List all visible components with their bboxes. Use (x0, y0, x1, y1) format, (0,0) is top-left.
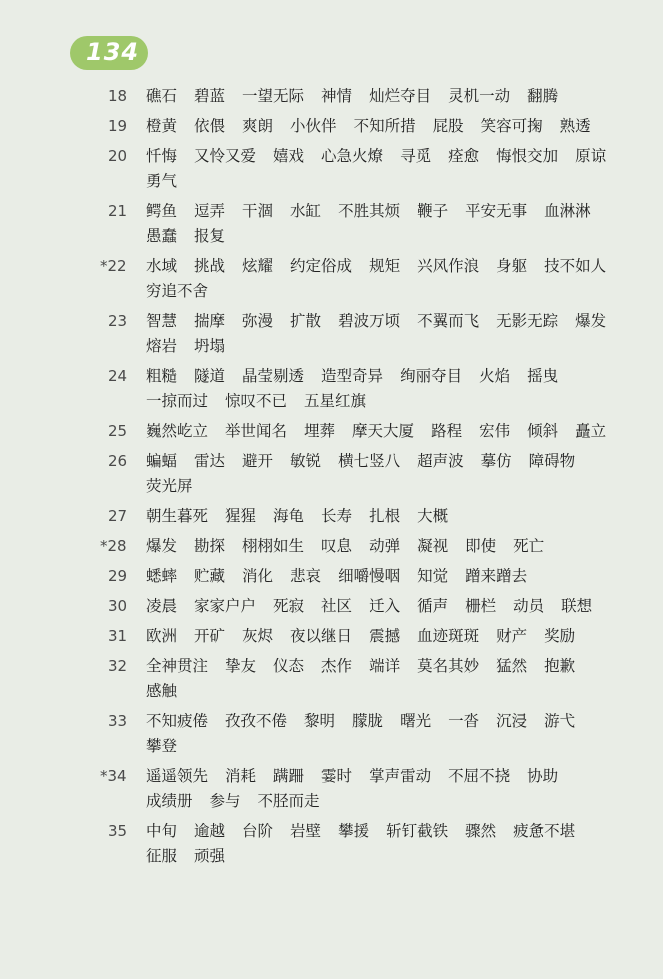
vocab-word: 挚友 (225, 657, 257, 675)
lesson-entry (108, 504, 638, 529)
vocab-word: 炫耀 (242, 257, 274, 275)
vocab-word: 扎根 (369, 507, 401, 525)
vocab-word: 不知所措 (353, 117, 416, 135)
vocab-word: 动员 (513, 597, 545, 615)
lesson-words (146, 564, 638, 589)
vocab-word: 一沓 (448, 712, 480, 730)
lesson-words (146, 709, 638, 759)
lesson-words (146, 364, 638, 414)
lesson-words (146, 199, 638, 249)
lesson-entry (108, 84, 638, 109)
vocab-word: 逾越 (194, 822, 226, 840)
vocab-word: 荧光屏 (146, 477, 193, 495)
vocab-word: 熔岩 (146, 337, 178, 355)
vocab-word: 开矿 (194, 627, 226, 645)
vocab-word: 隧道 (194, 367, 226, 385)
vocab-word: 长寿 (321, 507, 353, 525)
vocab-word: 敏锐 (290, 452, 322, 470)
lesson-entry (108, 449, 638, 499)
lesson-entry (108, 624, 638, 649)
vocab-word: 掌声雷动 (369, 767, 432, 785)
vocab-word: 联想 (561, 597, 593, 615)
vocab-word: 悔恨交加 (496, 147, 559, 165)
vocab-word: 忏悔 (146, 147, 178, 165)
vocab-word: 震撼 (369, 627, 401, 645)
vocab-word: 爆发 (575, 312, 607, 330)
vocab-word: 翻腾 (527, 87, 559, 105)
vocab-word: 夜以继日 (290, 627, 353, 645)
vocab-word: 造型奇异 (321, 367, 384, 385)
vocab-word: 绚丽夺目 (400, 367, 463, 385)
vocab-word: 即使 (465, 537, 497, 555)
vocab-word: 火焰 (479, 367, 511, 385)
lesson-number: 27 (108, 507, 128, 525)
vocab-word: 身躯 (496, 257, 528, 275)
vocab-word: 游弋 (544, 712, 576, 730)
vocab-word: 粗糙 (146, 367, 178, 385)
vocab-word: 不知疲倦 (146, 712, 209, 730)
vocab-word: 栩栩如生 (242, 537, 305, 555)
lesson-number: 33 (108, 712, 128, 730)
vocab-word: 痊愈 (448, 147, 480, 165)
vocab-word: 杰作 (321, 657, 353, 675)
lesson-number: 21 (108, 202, 128, 220)
vocab-word: 遥遥领先 (146, 767, 209, 785)
vocab-word: 攀援 (338, 822, 370, 840)
vocab-word: 凝视 (417, 537, 449, 555)
vocab-word: 依偎 (194, 117, 226, 135)
lesson-number: 26 (108, 452, 128, 470)
vocab-word: 端详 (369, 657, 401, 675)
lesson-words (146, 449, 638, 499)
lesson-entry (108, 419, 638, 444)
vocab-word: 知觉 (417, 567, 449, 585)
lesson-entry (108, 594, 638, 619)
vocab-word: 抱歉 (544, 657, 576, 675)
lesson-entry (108, 819, 638, 869)
lesson-entry (100, 534, 638, 559)
vocab-word: 攀登 (146, 737, 178, 755)
vocab-word: 平安无事 (465, 202, 528, 220)
vocab-word: 朦胧 (352, 712, 384, 730)
lesson-words (146, 624, 638, 649)
vocab-word: 猛然 (496, 657, 528, 675)
vocab-word: 雷达 (194, 452, 226, 470)
lesson-entry (108, 309, 638, 359)
vocab-word: 不翼而飞 (417, 312, 480, 330)
vocab-word: 叹息 (321, 537, 353, 555)
vocab-word: 愚蠢 (146, 227, 178, 245)
vocab-word: 又怜又爱 (194, 147, 257, 165)
vocab-word: 心急火燎 (321, 147, 384, 165)
vocab-word: 灿烂夺目 (369, 87, 432, 105)
vocab-word: 岩壁 (290, 822, 322, 840)
vocab-word: 爆发 (146, 537, 178, 555)
vocab-word: 干涸 (242, 202, 274, 220)
vocab-word: 避开 (242, 452, 274, 470)
vocab-word: 矗立 (575, 422, 607, 440)
lesson-words (146, 114, 638, 139)
lesson-entry (108, 199, 638, 249)
vocab-word: 熟透 (559, 117, 591, 135)
vocab-word: 大概 (417, 507, 449, 525)
vocab-word: 倾斜 (527, 422, 559, 440)
vocab-word: 仪态 (273, 657, 305, 675)
vocab-word: 揣摩 (194, 312, 226, 330)
lesson-number: 30 (108, 597, 128, 615)
lesson-entry (108, 144, 638, 194)
lesson-number: *34 (100, 767, 127, 785)
vocab-word: 横七竖八 (338, 452, 401, 470)
vocab-word: 血迹斑斑 (417, 627, 480, 645)
vocab-word: 细嚼慢咽 (338, 567, 401, 585)
vocab-word: 原谅 (575, 147, 607, 165)
vocab-word: 征服 (146, 847, 178, 865)
vocab-word: 不屈不挠 (448, 767, 511, 785)
vocab-word: 不胫而走 (257, 792, 320, 810)
vocab-word: 全神贯注 (146, 657, 209, 675)
lesson-number: 31 (108, 627, 128, 645)
vocab-word: 挑战 (194, 257, 226, 275)
vocab-word: 碧波万顷 (338, 312, 401, 330)
vocab-word: 疲惫不堪 (513, 822, 576, 840)
lesson-number: 20 (108, 147, 128, 165)
lesson-entry (108, 709, 638, 759)
vocab-word: 协助 (527, 767, 559, 785)
vocab-word: 一掠而过 (146, 392, 209, 410)
vocab-word: 猩猩 (225, 507, 257, 525)
vocab-word: 技不如人 (544, 257, 607, 275)
vocab-word: 顽强 (194, 847, 226, 865)
vocab-word: 死亡 (513, 537, 545, 555)
vocab-word: 动弹 (369, 537, 401, 555)
vocab-word: 蝙蝠 (146, 452, 178, 470)
vocab-word: 智慧 (146, 312, 178, 330)
vocab-word: 沉浸 (496, 712, 528, 730)
vocab-word: 水缸 (290, 202, 322, 220)
vocab-word: 消化 (242, 567, 274, 585)
vocab-word: 家家户户 (194, 597, 257, 615)
vocab-word: 五星红旗 (304, 392, 367, 410)
lesson-number: *28 (100, 537, 127, 555)
vocab-word: 悲哀 (290, 567, 322, 585)
vocab-word: 弥漫 (242, 312, 274, 330)
lesson-words (146, 419, 638, 444)
lesson-number: 18 (108, 87, 128, 105)
vocab-word: 笑容可掬 (480, 117, 543, 135)
vocab-word: 贮藏 (194, 567, 226, 585)
vocab-word: 欧洲 (146, 627, 178, 645)
vocab-word: 嬉戏 (273, 147, 305, 165)
vocab-word: 循声 (417, 597, 449, 615)
lesson-entry (108, 564, 638, 589)
lesson-words (146, 309, 638, 359)
vocab-word: 路程 (431, 422, 463, 440)
vocab-word: 巍然屹立 (146, 422, 209, 440)
vocab-word: 举世闻名 (225, 422, 288, 440)
lesson-entry (108, 654, 638, 704)
vocab-word: 不胜其烦 (338, 202, 401, 220)
vocab-word: 成绩册 (146, 792, 193, 810)
vocab-word: 一望无际 (242, 87, 305, 105)
page-number: 134 (86, 38, 140, 66)
lesson-words (146, 654, 638, 704)
vocab-word: 寻觅 (400, 147, 432, 165)
vocab-word: 参与 (209, 792, 241, 810)
vocab-word: 逗弄 (194, 202, 226, 220)
vocab-word: 坍塌 (194, 337, 226, 355)
vocab-word: 曙光 (400, 712, 432, 730)
vocab-word: 骤然 (465, 822, 497, 840)
vocab-word: 兴风作浪 (417, 257, 480, 275)
vocab-word: 穷追不舍 (146, 282, 209, 300)
vocab-word: 神情 (321, 87, 353, 105)
lesson-words (146, 534, 638, 559)
vocab-word: 莫名其妙 (417, 657, 480, 675)
vocab-word: 斩钉截铁 (386, 822, 449, 840)
vocab-word: 无影无踪 (496, 312, 559, 330)
vocab-word: 埋葬 (304, 422, 336, 440)
lesson-number: 29 (108, 567, 128, 585)
lesson-entry (108, 364, 638, 414)
vocab-word: 水域 (146, 257, 178, 275)
vocab-word: 勘探 (194, 537, 226, 555)
vocab-word: 超声波 (417, 452, 464, 470)
lesson-words (146, 144, 638, 194)
vocab-word: 勇气 (146, 172, 178, 190)
vocab-word: 蹒跚 (273, 767, 305, 785)
lesson-number: 32 (108, 657, 128, 675)
vocab-word: 灵机一动 (448, 87, 511, 105)
vocab-word: 海龟 (273, 507, 305, 525)
vocab-word: 报复 (194, 227, 226, 245)
vocab-word: 惊叹不已 (225, 392, 288, 410)
lesson-entry (108, 114, 638, 139)
lesson-number: 23 (108, 312, 128, 330)
vocab-word: 鳄鱼 (146, 202, 178, 220)
lesson-entry (100, 764, 638, 814)
vocab-word: 小伙伴 (290, 117, 337, 135)
lesson-words (146, 84, 638, 109)
vocab-word: 摩天大厦 (352, 422, 415, 440)
vocab-word: 死寂 (273, 597, 305, 615)
vocab-word: 台阶 (242, 822, 274, 840)
vocab-word: 感触 (146, 682, 178, 700)
vocab-word: 迁入 (369, 597, 401, 615)
lesson-words (146, 504, 638, 529)
lesson-words (146, 254, 638, 304)
vocab-word: 规矩 (369, 257, 401, 275)
lesson-words (146, 764, 638, 814)
vocab-word: 扩散 (290, 312, 322, 330)
vocab-word: 孜孜不倦 (225, 712, 288, 730)
vocab-word: 鞭子 (417, 202, 449, 220)
vocab-word: 灰烬 (242, 627, 274, 645)
vocab-word: 摇曳 (527, 367, 559, 385)
vocab-word: 碧蓝 (194, 87, 226, 105)
vocab-word: 血淋淋 (544, 202, 591, 220)
vocab-word: 蹭来蹭去 (465, 567, 528, 585)
vocab-word: 财产 (496, 627, 528, 645)
vocab-word: 栅栏 (465, 597, 497, 615)
vocab-word: 晶莹剔透 (242, 367, 305, 385)
vocab-word: 蟋蟀 (146, 567, 178, 585)
lesson-number: 24 (108, 367, 128, 385)
lesson-number: 25 (108, 422, 128, 440)
vocab-word: 消耗 (225, 767, 257, 785)
vocab-word: 朝生暮死 (146, 507, 209, 525)
vocab-word: 社区 (321, 597, 353, 615)
vocab-word: 奖励 (544, 627, 576, 645)
vocab-word: 约定俗成 (290, 257, 353, 275)
vocab-word: 橙黄 (146, 117, 178, 135)
vocab-word: 凌晨 (146, 597, 178, 615)
lesson-words (146, 594, 638, 619)
vocab-word: 霎时 (321, 767, 353, 785)
vocab-word: 宏伟 (479, 422, 511, 440)
vocab-word: 屁股 (432, 117, 464, 135)
vocab-word: 礁石 (146, 87, 178, 105)
vocab-word: 爽朗 (242, 117, 274, 135)
vocab-word: 障碍物 (528, 452, 576, 470)
lesson-number: *22 (100, 257, 127, 275)
lesson-words (146, 819, 638, 869)
vocabulary-list (100, 84, 638, 874)
vocab-word: 中旬 (146, 822, 178, 840)
vocab-word: 黎明 (304, 712, 336, 730)
lesson-entry (100, 254, 638, 304)
lesson-number: 19 (108, 117, 128, 135)
lesson-number: 35 (108, 822, 128, 840)
vocab-word: 摹仿 (480, 452, 512, 470)
